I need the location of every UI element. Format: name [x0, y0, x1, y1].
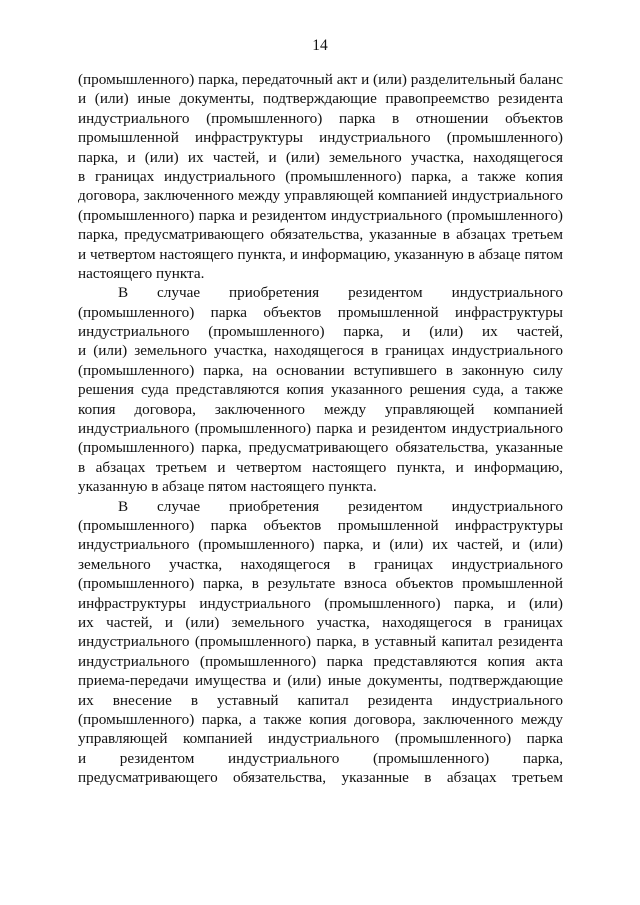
text-line: индустриального (промышленного) парка в отношении объектов: [78, 109, 563, 127]
text-line: (промышленного) парка объектов промышленной инфраструктуры: [78, 516, 563, 534]
text-line: В случае приобретения резидентом индустриального: [118, 284, 563, 302]
text-line: индустриального (промышленного) парка и резидентом индустриального: [78, 420, 563, 438]
text-line: индустриального (промышленного) парка, в уставный капитал резидента: [78, 633, 563, 651]
text-line: в абзацах третьем и четвертом настоящего пункта, и информацию,: [78, 458, 563, 476]
text-line: их частей, и (или) земельного участка, находящегося в границах: [78, 613, 563, 631]
text-line: индустриального (промышленного) парка, и (или) их частей, и (или): [78, 536, 563, 554]
text-line: (промышленного) парка объектов промышленной инфраструктуры: [78, 303, 563, 321]
text-line: земельного участка, находящегося в границах индустриального: [78, 555, 563, 573]
text-line: предусматривающего обязательства, указанные в абзацах третьем: [78, 769, 563, 787]
text-line: решения суда представляются копия указанного решения суда, а также: [78, 381, 563, 399]
text-line: индустриального (промышленного) парка представляются копия акта: [78, 652, 563, 670]
paragraph: [78, 497, 563, 788]
text-line: инфраструктуры индустриального (промышленного) парка, и (или): [78, 594, 563, 612]
text-line: копия договора, заключенного между управляющей компанией: [78, 400, 563, 418]
paragraph: [78, 283, 563, 496]
text-line: и четвертом настоящего пункта, и информацию, указанную в абзаце пятом: [78, 245, 563, 263]
text-line: и (или) земельного участка, находящегося в границах индустриального: [78, 342, 563, 360]
text-line: настоящего пункта.: [78, 264, 205, 282]
text-line: указанную в абзаце пятом настоящего пункта.: [78, 478, 377, 496]
text-line: договора, заключенного между управляющей компанией индустриального: [78, 187, 563, 205]
document-body: [78, 70, 563, 787]
text-line: и (или) иные документы, подтверждающие правопреемство резидента: [78, 90, 563, 108]
text-line: (промышленного) парка, передаточный акт и (или) разделительный баланс: [78, 71, 563, 88]
text-line: В случае приобретения резидентом индустриального: [118, 497, 563, 515]
text-line: парка, и (или) их частей, и (или) земельного участка, находящегося: [78, 148, 563, 166]
paragraph: [78, 70, 563, 283]
text-line: (промышленного) парка, на основании вступившего в законную силу: [78, 361, 563, 379]
text-line: индустриального (промышленного) парка, и (или) их частей,: [78, 323, 563, 341]
text-line: и резидентом индустриального (промышленного) парка,: [78, 749, 563, 767]
text-line: управляющей компанией индустриального (промышленного) парка: [78, 730, 563, 748]
text-line: приема-передачи имущества и (или) иные документы, подтверждающие: [78, 672, 563, 690]
text-line: парка, предусматривающего обязательства, указанные в абзацах третьем: [78, 226, 563, 244]
text-line: (промышленного) парка, предусматривающего обязательства, указанные: [78, 439, 563, 457]
text-line: (промышленного) парка, а также копия договора, заключенного между: [78, 710, 563, 728]
text-line: промышленной инфраструктуры индустриального (промышленного): [78, 129, 563, 147]
page-number: 14: [312, 37, 328, 54]
text-line: (промышленного) парка, в результате взноса объектов промышленной: [78, 575, 563, 593]
text-line: в границах индустриального (промышленного) парка, а также копия: [78, 167, 563, 185]
text-line: (промышленного) парка и резидентом индустриального (промышленного): [78, 206, 563, 224]
text-line: их внесение в уставный капитал резидента индустриального: [78, 691, 563, 709]
